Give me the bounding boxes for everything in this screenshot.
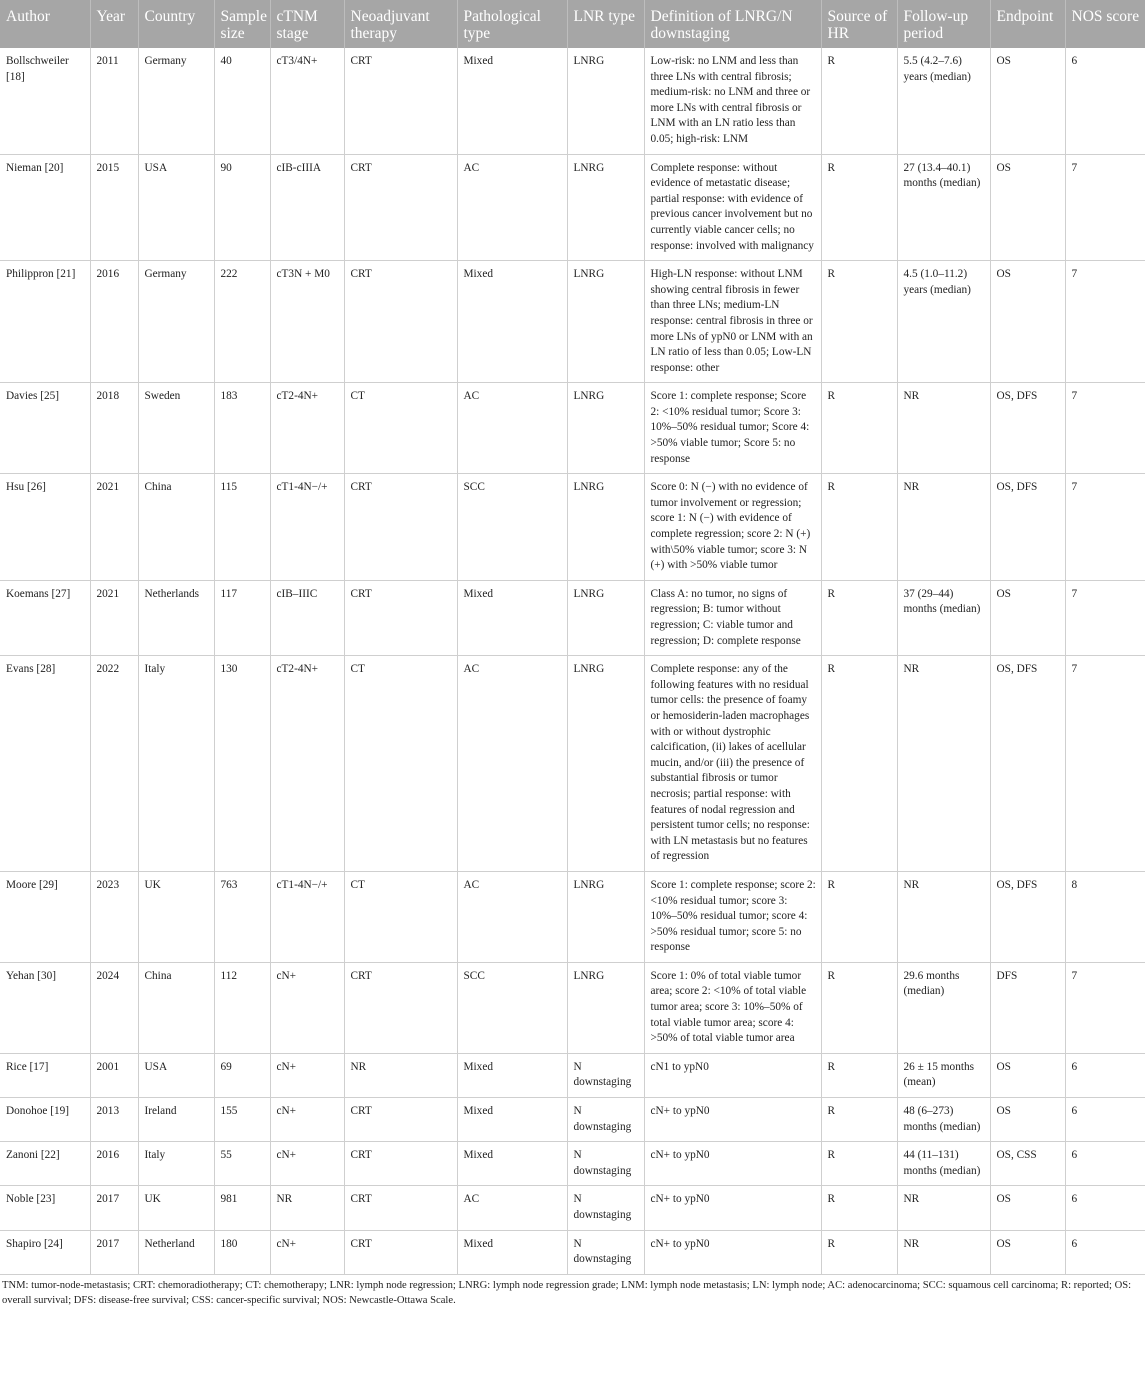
cell-sample-size: 90 (214, 154, 270, 261)
cell-pathological-type: Mixed (457, 48, 567, 154)
cell-pathological-type: SCC (457, 962, 567, 1053)
cell-year: 2024 (90, 962, 138, 1053)
cell-ctnm-stage: cT2-4N+ (270, 656, 344, 872)
cell-author: Nieman [20] (0, 154, 90, 261)
cell-endpoint: OS (990, 261, 1065, 383)
cell-year: 2022 (90, 656, 138, 872)
cell-country: USA (138, 154, 214, 261)
cell-author: Rice [17] (0, 1053, 90, 1097)
cell-sample-size: 130 (214, 656, 270, 872)
header-row (0, 0, 1145, 48)
cell-definition: Score 1: complete response; Score 2: <10% residual tumor; Score 3: 10%–50% residual tumor; Score 4: >50% viable tumor; Score 5: no response (644, 383, 821, 474)
cell-ctnm-stage: cT3/4N+ (270, 48, 344, 154)
cell-source-of-hr: R (821, 871, 897, 962)
cell-source-of-hr: R (821, 1142, 897, 1186)
cell-endpoint: OS (990, 1230, 1065, 1274)
header-pathological-type: Pathological type (457, 0, 567, 48)
header-source-of-hr: Source of HR (821, 0, 897, 48)
cell-neoadjuvant-therapy: CRT (344, 154, 457, 261)
cell-author: Philippron [21] (0, 261, 90, 383)
cell-nos-score: 7 (1065, 261, 1145, 383)
cell-year: 2001 (90, 1053, 138, 1097)
header-nos-score: NOS score (1065, 0, 1145, 48)
cell-sample-size: 981 (214, 1186, 270, 1230)
cell-lnr-type: LNRG (567, 474, 644, 581)
cell-follow-up-period: NR (897, 871, 990, 962)
cell-author: Noble [23] (0, 1186, 90, 1230)
table-row (0, 154, 1145, 261)
table-row (0, 580, 1145, 655)
cell-author: Evans [28] (0, 656, 90, 872)
cell-country: Netherland (138, 1230, 214, 1274)
cell-neoadjuvant-therapy: CRT (344, 580, 457, 655)
cell-author: Shapiro [24] (0, 1230, 90, 1274)
table-row (0, 656, 1145, 872)
cell-year: 2015 (90, 154, 138, 261)
cell-pathological-type: AC (457, 154, 567, 261)
cell-author: Moore [29] (0, 871, 90, 962)
cell-country: Italy (138, 1142, 214, 1186)
cell-endpoint: OS, DFS (990, 383, 1065, 474)
cell-source-of-hr: R (821, 1098, 897, 1142)
cell-definition: Score 1: 0% of total viable tumor area; score 2: <10% of total viable tumor area; score 3: 10%–50% of total viable tumor area; score 4: >50% of total viable tumor area (644, 962, 821, 1053)
cell-follow-up-period: NR (897, 1230, 990, 1274)
cell-definition: cN1 to ypN0 (644, 1053, 821, 1097)
cell-author: Yehan [30] (0, 962, 90, 1053)
cell-ctnm-stage: cN+ (270, 1142, 344, 1186)
cell-pathological-type: Mixed (457, 1230, 567, 1274)
cell-follow-up-period: 4.5 (1.0–11.2) years (median) (897, 261, 990, 383)
cell-year: 2021 (90, 474, 138, 581)
table-row (0, 474, 1145, 581)
cell-nos-score: 6 (1065, 1230, 1145, 1274)
cell-ctnm-stage: cIB-cIIIA (270, 154, 344, 261)
cell-country: UK (138, 871, 214, 962)
cell-lnr-type: LNRG (567, 261, 644, 383)
cell-lnr-type: LNRG (567, 962, 644, 1053)
cell-definition: cN+ to ypN0 (644, 1186, 821, 1230)
table-row (0, 383, 1145, 474)
cell-source-of-hr: R (821, 383, 897, 474)
cell-sample-size: 763 (214, 871, 270, 962)
cell-year: 2017 (90, 1230, 138, 1274)
cell-pathological-type: Mixed (457, 580, 567, 655)
cell-country: Italy (138, 656, 214, 872)
cell-definition: Complete response: without evidence of metastatic disease; partial response: with evidence of previous cancer involvement but no currently viable cancer cells; no response: involved with malignancy (644, 154, 821, 261)
cell-ctnm-stage: cN+ (270, 1053, 344, 1097)
cell-pathological-type: Mixed (457, 261, 567, 383)
cell-nos-score: 7 (1065, 656, 1145, 872)
table-row (0, 871, 1145, 962)
cell-nos-score: 7 (1065, 962, 1145, 1053)
cell-definition: High-LN response: without LNM showing central fibrosis in fewer than three LNs; medium-LN response: central fibrosis in three or more LNs of ypN0 or LNM with an LN ratio of less than 0.05; Low-LN response: other (644, 261, 821, 383)
cell-ctnm-stage: NR (270, 1186, 344, 1230)
cell-nos-score: 8 (1065, 871, 1145, 962)
cell-pathological-type: Mixed (457, 1098, 567, 1142)
cell-definition: cN+ to ypN0 (644, 1098, 821, 1142)
cell-year: 2023 (90, 871, 138, 962)
cell-follow-up-period: 27 (13.4–40.1) months (median) (897, 154, 990, 261)
cell-lnr-type: N downstaging (567, 1098, 644, 1142)
table-row (0, 1098, 1145, 1142)
cell-country: USA (138, 1053, 214, 1097)
cell-nos-score: 7 (1065, 154, 1145, 261)
cell-neoadjuvant-therapy: CRT (344, 48, 457, 154)
cell-lnr-type: LNRG (567, 48, 644, 154)
cell-endpoint: OS, CSS (990, 1142, 1065, 1186)
cell-year: 2021 (90, 580, 138, 655)
cell-author: Koemans [27] (0, 580, 90, 655)
cell-nos-score: 6 (1065, 1053, 1145, 1097)
cell-endpoint: OS (990, 1098, 1065, 1142)
cell-year: 2017 (90, 1186, 138, 1230)
table-row (0, 1186, 1145, 1230)
cell-endpoint: OS, DFS (990, 474, 1065, 581)
cell-neoadjuvant-therapy: CRT (344, 474, 457, 581)
cell-source-of-hr: R (821, 580, 897, 655)
cell-country: Germany (138, 48, 214, 154)
header-sample-size: Sample size (214, 0, 270, 48)
cell-follow-up-period: 26 ± 15 months (mean) (897, 1053, 990, 1097)
cell-pathological-type: Mixed (457, 1142, 567, 1186)
cell-source-of-hr: R (821, 656, 897, 872)
cell-year: 2016 (90, 1142, 138, 1186)
cell-ctnm-stage: cN+ (270, 1098, 344, 1142)
cell-endpoint: OS, DFS (990, 871, 1065, 962)
cell-neoadjuvant-therapy: CRT (344, 1098, 457, 1142)
cell-nos-score: 6 (1065, 1098, 1145, 1142)
table-footnote: TNM: tumor-node-metastasis; CRT: chemoradiotherapy; CT: chemotherapy; LNR: lymph node regression; LNRG: lymph node regression grade; LNM: lymph node metastasis; LN: lymph node; AC: adenocarcinoma; SCC: squamous cell carcinoma; R: reported; OS: overall survival; DFS: disease-free survival; CSS: cancer-specific survival; NOS: Newcastle-Ottawa Scale. (2, 1279, 1132, 1306)
cell-pathological-type: AC (457, 656, 567, 872)
cell-definition: cN+ to ypN0 (644, 1230, 821, 1274)
cell-country: Netherlands (138, 580, 214, 655)
cell-lnr-type: LNRG (567, 871, 644, 962)
cell-sample-size: 40 (214, 48, 270, 154)
cell-sample-size: 117 (214, 580, 270, 655)
cell-source-of-hr: R (821, 261, 897, 383)
cell-endpoint: OS, DFS (990, 656, 1065, 872)
cell-endpoint: DFS (990, 962, 1065, 1053)
cell-lnr-type: N downstaging (567, 1230, 644, 1274)
cell-pathological-type: AC (457, 383, 567, 474)
cell-year: 2016 (90, 261, 138, 383)
cell-lnr-type: N downstaging (567, 1053, 644, 1097)
table-row (0, 1142, 1145, 1186)
cell-follow-up-period: NR (897, 1186, 990, 1230)
cell-ctnm-stage: cN+ (270, 1230, 344, 1274)
table-row (0, 962, 1145, 1053)
cell-pathological-type: SCC (457, 474, 567, 581)
cell-follow-up-period: 44 (11–131) months (median) (897, 1142, 990, 1186)
cell-neoadjuvant-therapy: NR (344, 1053, 457, 1097)
cell-pathological-type: Mixed (457, 1053, 567, 1097)
cell-sample-size: 183 (214, 383, 270, 474)
header-year: Year (90, 0, 138, 48)
header-endpoint: Endpoint (990, 0, 1065, 48)
table-row (0, 261, 1145, 383)
cell-country: Ireland (138, 1098, 214, 1142)
cell-source-of-hr: R (821, 1230, 897, 1274)
cell-author: Zanoni [22] (0, 1142, 90, 1186)
cell-neoadjuvant-therapy: CT (344, 383, 457, 474)
cell-nos-score: 7 (1065, 474, 1145, 581)
cell-year: 2018 (90, 383, 138, 474)
cell-year: 2013 (90, 1098, 138, 1142)
cell-country: China (138, 962, 214, 1053)
cell-follow-up-period: NR (897, 656, 990, 872)
header-follow-up-period: Follow-up period (897, 0, 990, 48)
header-ctnm-stage: cTNM stage (270, 0, 344, 48)
cell-ctnm-stage: cT1-4N−/+ (270, 871, 344, 962)
cell-follow-up-period: 5.5 (4.2–7.6) years (median) (897, 48, 990, 154)
cell-nos-score: 7 (1065, 383, 1145, 474)
cell-sample-size: 112 (214, 962, 270, 1053)
cell-pathological-type: AC (457, 1186, 567, 1230)
cell-source-of-hr: R (821, 1186, 897, 1230)
cell-author: Bollschweiler [18] (0, 48, 90, 154)
cell-lnr-type: LNRG (567, 383, 644, 474)
cell-lnr-type: N downstaging (567, 1142, 644, 1186)
cell-sample-size: 155 (214, 1098, 270, 1142)
cell-follow-up-period: 48 (6–273) months (median) (897, 1098, 990, 1142)
cell-neoadjuvant-therapy: CRT (344, 261, 457, 383)
table-row (0, 48, 1145, 154)
cell-source-of-hr: R (821, 962, 897, 1053)
cell-pathological-type: AC (457, 871, 567, 962)
cell-endpoint: OS (990, 1053, 1065, 1097)
cell-definition: Class A: no tumor, no signs of regression; B: tumor without regression; C: viable tumor and regression; D: complete response (644, 580, 821, 655)
cell-endpoint: OS (990, 48, 1065, 154)
cell-source-of-hr: R (821, 474, 897, 581)
cell-year: 2011 (90, 48, 138, 154)
cell-definition: Score 0: N (−) with no evidence of tumor involvement or regression; score 1: N (−) with evidence of complete regression; score 2: N (+) with\50% viable tumor; score 3: N (+) with >50% viable tumor (644, 474, 821, 581)
cell-sample-size: 222 (214, 261, 270, 383)
cell-neoadjuvant-therapy: CRT (344, 1142, 457, 1186)
cell-neoadjuvant-therapy: CRT (344, 962, 457, 1053)
cell-ctnm-stage: cT2-4N+ (270, 383, 344, 474)
cell-nos-score: 6 (1065, 1142, 1145, 1186)
cell-endpoint: OS (990, 154, 1065, 261)
cell-follow-up-period: NR (897, 474, 990, 581)
cell-sample-size: 115 (214, 474, 270, 581)
cell-ctnm-stage: cT3N + M0 (270, 261, 344, 383)
cell-neoadjuvant-therapy: CRT (344, 1186, 457, 1230)
cell-nos-score: 6 (1065, 48, 1145, 154)
cell-definition: cN+ to ypN0 (644, 1142, 821, 1186)
header-country: Country (138, 0, 214, 48)
cell-lnr-type: LNRG (567, 656, 644, 872)
cell-author: Donohoe [19] (0, 1098, 90, 1142)
cell-nos-score: 7 (1065, 580, 1145, 655)
cell-country: China (138, 474, 214, 581)
cell-ctnm-stage: cN+ (270, 962, 344, 1053)
cell-ctnm-stage: cIB–IIIC (270, 580, 344, 655)
cell-definition: Low-risk: no LNM and less than three LNs with central fibrosis; medium-risk: no LNM and three or more LNs with central fibrosis or LNM with an LN ratio less than 0.05; high-risk: LNM (644, 48, 821, 154)
cell-neoadjuvant-therapy: CT (344, 656, 457, 872)
cell-lnr-type: LNRG (567, 580, 644, 655)
table-row (0, 1230, 1145, 1274)
cell-endpoint: OS (990, 1186, 1065, 1230)
table-row (0, 1053, 1145, 1097)
cell-follow-up-period: 37 (29–44) months (median) (897, 580, 990, 655)
cell-neoadjuvant-therapy: CT (344, 871, 457, 962)
cell-country: UK (138, 1186, 214, 1230)
cell-country: Germany (138, 261, 214, 383)
table-body (0, 48, 1145, 1274)
cell-neoadjuvant-therapy: CRT (344, 1230, 457, 1274)
cell-source-of-hr: R (821, 1053, 897, 1097)
cell-sample-size: 55 (214, 1142, 270, 1186)
cell-source-of-hr: R (821, 48, 897, 154)
cell-definition: Score 1: complete response; score 2: <10% residual tumor; score 3: 10%–50% residual tumor; score 4: >50% residual tumor; score 5: no response (644, 871, 821, 962)
cell-sample-size: 69 (214, 1053, 270, 1097)
header-lnr-type: LNR type (567, 0, 644, 48)
cell-author: Hsu [26] (0, 474, 90, 581)
table-header (0, 0, 1145, 48)
cell-nos-score: 6 (1065, 1186, 1145, 1230)
cell-definition: Complete response: any of the following features with no residual tumor cells: the presence of foamy or hemosiderin-laden macrophages with or without dystrophic calcification, (ii) lakes of acellular mucin, and/or (iii) the presence of substantial fibrosis or tumor necrosis; partial response: with features of nodal regression and persistent tumor cells; no response: with LN metastasis but no features of regression (644, 656, 821, 872)
cell-author: Davies [25] (0, 383, 90, 474)
cell-country: Sweden (138, 383, 214, 474)
cell-lnr-type: N downstaging (567, 1186, 644, 1230)
header-neoadjuvant-therapy: Neoadjuvant therapy (344, 0, 457, 48)
cell-follow-up-period: NR (897, 383, 990, 474)
cell-follow-up-period: 29.6 months (median) (897, 962, 990, 1053)
cell-sample-size: 180 (214, 1230, 270, 1274)
cell-source-of-hr: R (821, 154, 897, 261)
cell-lnr-type: LNRG (567, 154, 644, 261)
header-author: Author (0, 0, 90, 48)
header-definition: Definition of LNRG/N downstaging (644, 0, 821, 48)
cell-ctnm-stage: cT1-4N−/+ (270, 474, 344, 581)
cell-endpoint: OS (990, 580, 1065, 655)
